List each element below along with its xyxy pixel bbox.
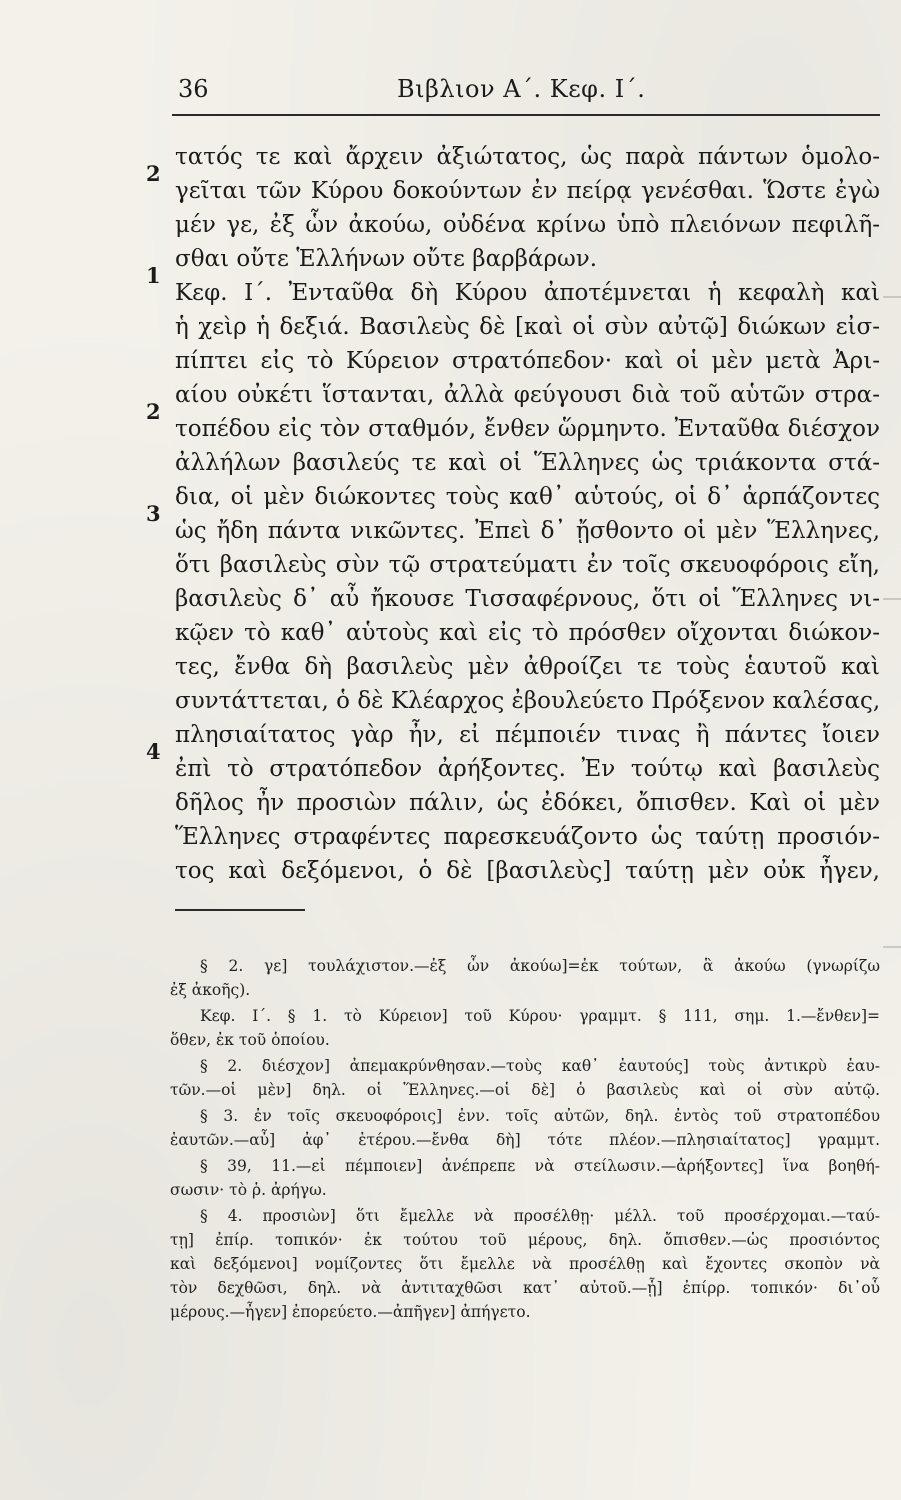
text-line: τες, ἔνθα δὴ βασιλεὺς μὲν ἀθροίζει τε τοὺς ἑαυτοῦ καὶ: [175, 654, 880, 680]
text-line: ὡς ἤδη πάντα νικῶντες. Ἐπεὶ δ᾽ ᾔσθοντο οἱ μὲν Ἕλληνες,: [175, 518, 880, 544]
running-head: Βιβλιον Α΄. Κεφ. Ι΄.: [397, 75, 646, 103]
section-number: 3: [146, 501, 161, 526]
footnote-line: τῃ] ἐπίρ. τοπικόν· ἐκ τούτου τοῦ μέρους, δηλ. ὄπισθεν.—ὡς προσιόντος: [170, 1231, 880, 1249]
text-line: σθαι οὔτε Ἑλλήνων οὔτε βαρβάρων.: [175, 246, 598, 272]
text-line: πίπτει εἰς τὸ Κύρειον στρατόπεδον· καὶ οἱ μὲν μετὰ Ἀρι-: [175, 348, 880, 374]
text-line: ὅτι βασιλεὺς σὺν τῷ στρατεύματι ἐν τοῖς σκευοφόροις εἴη,: [175, 552, 880, 578]
text-line: δῆλος ἦν προσιὼν πάλιν, ὡς ἐδόκει, ὄπισθεν. Καὶ οἱ μὲν: [175, 790, 880, 816]
footnote-line: μέρους.—ἦγεν] ἐπορεύετο.—ἀπῆγεν] ἀπήγετο.: [170, 1303, 531, 1321]
text-line: πλησιαίτατος γὰρ ἦν, εἰ πέμποιέν τινας ἢ πάντες ἴοιεν: [175, 722, 880, 748]
footnote-line: τῶν.—οἱ μὲν] δηλ. οἱ Ἕλληνες.—οἱ δὲ] ὁ βασιλεὺς καὶ οἱ σὺν αὐτῷ.: [170, 1081, 880, 1099]
section-number: 1: [146, 263, 161, 288]
section-number: 2: [146, 399, 161, 424]
text-line: τος καὶ δεξόμενοι, ὁ δὲ [βασιλεὺς] ταύτῃ μὲν οὐκ ἦγεν,: [175, 858, 880, 884]
footnote-line: § 3. ἐν τοῖς σκευοφόροις] ἐνν. τοῖς αὐτῶν, δηλ. ἐντὸς τοῦ στρατοπέδου: [200, 1107, 880, 1125]
text-line: δια, οἱ μὲν διώκοντες τοὺς καθ᾽ αὑτούς, οἱ δ᾽ ἁρπάζοντες: [175, 484, 880, 510]
text-line: ἡ χεὶρ ἡ δεξιά. Βασιλεὺς δὲ [καὶ οἱ σὺν αὐτῷ] διώκων εἰσ-: [175, 314, 880, 340]
footnote-line: ὅθεν, ἐκ τοῦ ὁποίου.: [170, 1031, 330, 1049]
text-line: ἐπὶ τὸ στρατόπεδον ἀρήξοντες. Ἐν τούτῳ καὶ βασιλεὺς: [175, 756, 880, 782]
footnote-line: § 39, 11.—εἰ πέμποιεν] ἀνέπρεπε νὰ στείλωσιν.—ἀρήξοντες] ἵνα βοηθή-: [200, 1157, 880, 1175]
text-line: αίου οὐκέτι ἵστανται, ἀλλὰ φεύγουσι διὰ τοῦ αὑτῶν στρα-: [175, 382, 880, 408]
header-rule: [172, 114, 880, 116]
footnote-line: ἑαυτῶν.—αὖ] ἀφ᾽ ἑτέρου.—ἔνθα δὴ] τότε πλέον.—πλησιαίτατος] γραμμτ.: [170, 1131, 880, 1149]
footnote-line: ἐξ ἀκοῆς).: [170, 981, 251, 999]
text-line: γεῖται τῶν Κύρου δοκούντων ἐν πείρᾳ γενέσθαι. Ὥστε ἐγὼ: [175, 178, 880, 204]
footnote-line: σωσιν· τὸ ῥ. ἀρήγω.: [170, 1181, 327, 1199]
page-number: 36: [178, 75, 209, 103]
footnote-line: § 2. γε] τουλάχιστον.—ἐξ ὧν ἀκούω]=ἐκ τούτων, ἃ ἀκούω (γνωρίζω: [200, 957, 880, 975]
text-line: Κεφ. Ι΄. Ἐνταῦθα δὴ Κύρου ἀποτέμνεται ἡ κεφαλὴ καὶ: [175, 280, 880, 306]
bleed-through-mark: [883, 296, 901, 298]
bleed-through-mark: [883, 598, 901, 600]
footnote-line: τὸν δεχθῶσι, δηλ. νὰ ἀντιταχθῶσι κατ᾽ αὐτοῦ.—ᾗ] ἐπίρρ. τοπικόν· δι᾽οὗ: [170, 1279, 880, 1297]
text-line: τατός τε καὶ ἄρχειν ἀξιώτατος, ὡς παρὰ πάντων ὁμολο-: [175, 144, 880, 170]
text-line: Ἕλληνες στραφέντες παρεσκευάζοντο ὡς ταύτῃ προσιόν-: [175, 824, 880, 850]
text-line: συντάττεται, ὁ δὲ Κλέαρχος ἐβουλεύετο Πρόξενον καλέσας,: [175, 688, 881, 714]
section-number: 4: [146, 739, 161, 764]
text-line: τοπέδου εἰς τὸν σταθμόν, ἔνθεν ὥρμηντο. Ἐνταῦθα διέσχον: [175, 416, 880, 442]
text-line: ἀλλήλων βασιλεύς τε καὶ οἱ Ἕλληνες ὡς τριάκοντα στά-: [175, 450, 880, 476]
text-line: βασιλεὺς δ᾽ αὖ ἤκουσε Τισσαφέρνους, ὅτι οἱ Ἕλληνες νι-: [175, 586, 880, 612]
footnote-line: § 4. προσιὼν] ὅτι ἔμελλε νὰ προσέλθῃ· μέλλ. τοῦ προσέρχομαι.—ταύ-: [200, 1207, 880, 1225]
footnote-rule: [175, 909, 305, 911]
bleed-through-mark: [883, 946, 901, 948]
section-number: 2: [146, 161, 161, 186]
footnote-line: § 2. διέσχον] ἀπεμακρύνθησαν.—τοὺς καθ᾽ ἑαυτούς] τοὺς ἀντικρὺ ἑαυ-: [200, 1057, 880, 1075]
page-header: [172, 72, 880, 112]
text-line: κῷεν τὸ καθ᾽ αὑτοὺς καὶ εἰς τὸ πρόσθεν οἴχονται διώκον-: [175, 620, 880, 646]
text-line: μέν γε, ἐξ ὧν ἀκούω, οὐδένα κρίνω ὑπὸ πλειόνων πεφιλῆ-: [175, 212, 880, 238]
footnote-line: καὶ δεξόμενοι] νομίζοντες ὅτι ἔμελλε νὰ προσέλθῃ καὶ ἔχοντες σκοπὸν νὰ: [170, 1255, 880, 1273]
footnote-line: Κεφ. Ι΄. § 1. τὸ Κύρειον] τοῦ Κύρου· γραμμτ. § 111, σημ. 1.—ἔνθεν]=: [200, 1007, 880, 1025]
